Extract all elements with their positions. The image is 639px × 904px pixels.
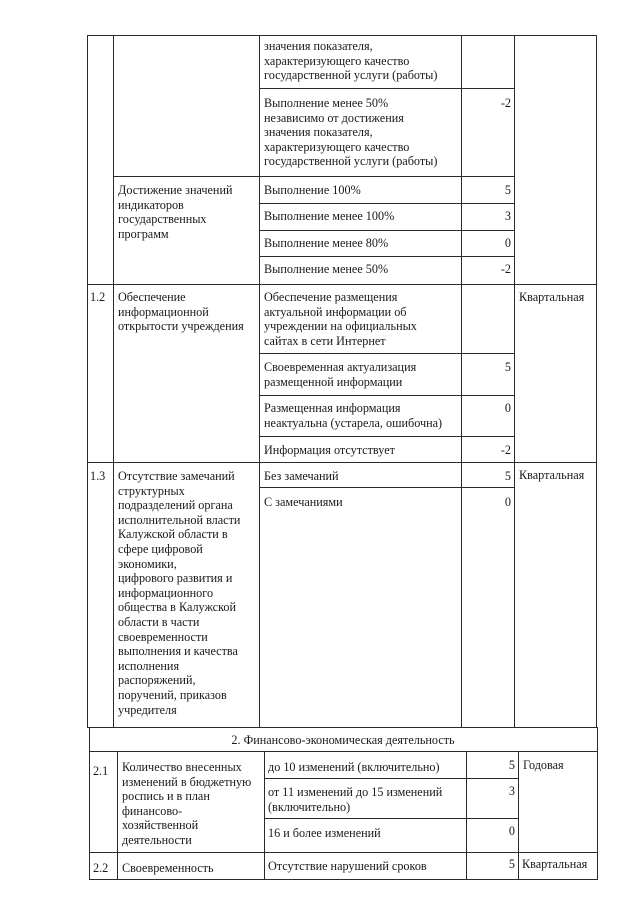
table-border-right xyxy=(596,35,597,728)
indicator-text: Размещенная информация неактуальна (устарела, ошибочна) xyxy=(264,401,443,430)
score-value: 0 xyxy=(504,495,511,509)
table-top-line xyxy=(87,35,597,36)
criterion-text: Обеспечение информационной открытости учреждения xyxy=(118,290,244,334)
col-divider-criterion xyxy=(264,751,265,880)
indicator-text: Информация отсутствует xyxy=(264,443,395,457)
indicator-text: Без замечаний xyxy=(264,469,339,483)
score-value: 0 xyxy=(508,824,515,838)
indicator-text: Выполнение 100% xyxy=(264,183,361,197)
period-text: Годовая xyxy=(523,758,564,772)
indicator-text: Выполнение менее 100% xyxy=(264,209,395,223)
indicator-text: от 11 изменений до 15 изменений (включительно) xyxy=(268,785,443,814)
score-value: -2 xyxy=(500,96,511,110)
col-divider-number xyxy=(117,751,118,880)
row-line xyxy=(259,88,515,89)
score-value: 5 xyxy=(508,857,515,871)
indicator-text: Выполнение менее 50% независимо от достижения значения показателя, характеризующего качество государственной услуги (работы) xyxy=(264,96,438,169)
score-value: 5 xyxy=(508,758,515,772)
indicator-text: Обеспечение размещения актуальной информации об учреждении на официальных сайтах в сети Интернет xyxy=(264,290,417,348)
score-value: 5 xyxy=(504,469,511,483)
row-line xyxy=(259,436,515,437)
period-text: Квартальная xyxy=(519,290,585,304)
table-border-left xyxy=(89,727,90,880)
indicator-text: значения показателя, характеризующего качество государственной услуги (работы) xyxy=(264,39,438,83)
col-divider-number xyxy=(113,35,114,728)
col-divider-indicator xyxy=(461,35,462,728)
criterion-text: Отсутствие замечаний структурных подразделений органа исполнительной власти Калужской области в сфере цифровой экономики, цифрового развития и информационного общества в Калужской области в части своевременности выполнения и качества исполнения распоряжений, поручений, приказов учредителя xyxy=(118,469,241,717)
score-value: 5 xyxy=(504,183,511,197)
row-line xyxy=(259,395,515,396)
score-value: -2 xyxy=(500,443,511,457)
indicator-text: Своевременная актуализация размещенной информации xyxy=(264,360,417,389)
col-divider-criterion xyxy=(259,35,260,728)
score-value: -2 xyxy=(500,262,511,276)
score-value: 5 xyxy=(504,360,511,374)
row-number: 1.3 xyxy=(90,469,106,483)
row-line xyxy=(259,487,515,488)
row-line xyxy=(87,727,597,728)
table-border-left xyxy=(87,35,88,728)
col-divider-indicator xyxy=(466,751,467,880)
indicator-text: Выполнение менее 50% xyxy=(264,262,389,276)
criterion-text: Своевременность xyxy=(122,861,214,875)
row-number: 1.2 xyxy=(90,290,106,304)
period-text: Квартальная xyxy=(519,468,585,482)
indicator-text: Выполнение менее 80% xyxy=(264,236,389,250)
row-number: 2.1 xyxy=(93,764,109,778)
criterion-text: Количество внесенных изменений в бюджетную роспись и в план финансово- хозяйственной деятельности xyxy=(122,760,252,847)
indicator-text: 16 и более изменений xyxy=(268,826,381,840)
section-heading: 2. Финансово-экономическая деятельность xyxy=(231,733,455,747)
period-text: Квартальная xyxy=(522,857,588,871)
criterion-text: Достижение значений индикаторов государственных программ xyxy=(118,183,233,241)
row-line xyxy=(264,778,519,779)
row-line xyxy=(259,353,515,354)
row-line xyxy=(259,230,515,231)
table-bottom-line xyxy=(89,879,598,880)
row-line xyxy=(264,818,519,819)
score-value: 0 xyxy=(504,401,511,415)
score-value: 0 xyxy=(504,236,511,250)
score-value: 3 xyxy=(508,784,515,798)
col-divider-score xyxy=(518,751,519,880)
row-line xyxy=(113,176,515,177)
row-line xyxy=(87,284,597,285)
indicator-text: до 10 изменений (включительно) xyxy=(268,760,440,774)
row-line xyxy=(87,462,597,463)
indicator-text: С замечаниями xyxy=(264,495,343,509)
row-line xyxy=(89,852,598,853)
section-line xyxy=(89,751,598,752)
row-number: 2.2 xyxy=(93,861,109,875)
row-line xyxy=(259,203,515,204)
table-border-right xyxy=(597,727,598,880)
col-divider-score xyxy=(514,35,515,728)
score-value: 3 xyxy=(504,209,511,223)
row-line xyxy=(259,256,515,257)
indicator-text: Отсутствие нарушений сроков xyxy=(268,859,427,873)
